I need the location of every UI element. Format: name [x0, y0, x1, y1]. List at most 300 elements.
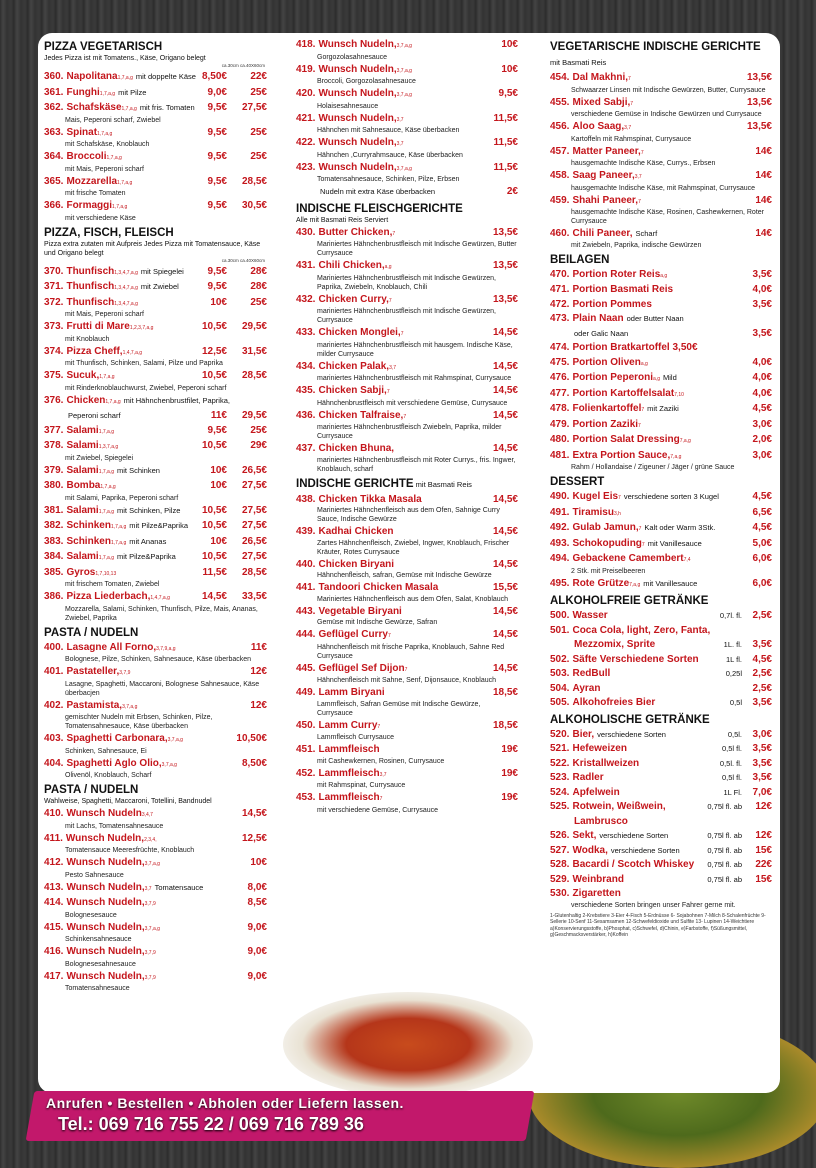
item-note: verschiedene Sorten [597, 729, 666, 739]
item-volume: 0,75l fl. ab [707, 802, 742, 811]
item-number: 458. [550, 170, 570, 181]
item-name: Lasagne All Forno, [66, 641, 157, 653]
allergen-code: 1,7,a,g [121, 106, 137, 112]
item-number: 439. [296, 526, 316, 537]
menu-item-row [296, 629, 518, 643]
price-small: 9,5€ [207, 102, 227, 113]
menu-item [550, 816, 772, 829]
menu-item [550, 313, 772, 326]
menu-item-row [550, 228, 772, 241]
item-number: 528. [550, 859, 570, 870]
item-number: 474. [550, 342, 570, 353]
menu-item [44, 410, 267, 423]
item-note: verschiedene Sorten [610, 845, 680, 855]
item-description: Hähnchenbrustfleisch mit verschiedene Gemüse, Currysauce [317, 399, 508, 407]
item-note: mit fris. Tomaten [139, 103, 195, 112]
menu-item [296, 39, 518, 62]
allergen-code: 3,7 [379, 771, 387, 778]
price-large: 8,0€ [247, 881, 267, 893]
item-price: 3,5€ [752, 639, 772, 650]
menu-item [44, 176, 267, 199]
menu-item [550, 668, 772, 681]
item-note: mit Zaziki [647, 404, 679, 413]
item-price: 22€ [755, 859, 772, 870]
item-price: 9,5€ [498, 88, 518, 99]
menu-item [550, 654, 772, 667]
item-number: 490. [550, 491, 570, 502]
item-name: Portion Bratkartoffel 3,50€ [572, 342, 698, 353]
menu-item [550, 801, 772, 814]
allergen-code: 7,10 [674, 391, 684, 398]
menu-item-row [296, 227, 518, 241]
item-price: 19€ [501, 792, 518, 803]
item-number: 522. [550, 757, 570, 769]
item-name: Spaghetti Carbonara, [66, 733, 168, 744]
item-price: 2€ [506, 186, 518, 197]
section-intro: Jedes Pizza ist mit Tomatens., Käse, Origano belegt [44, 55, 206, 62]
menu-item-row [550, 269, 772, 283]
item-name: Mezzomix, Sprite [574, 639, 656, 650]
menu-item [296, 687, 518, 718]
menu-item [296, 663, 518, 686]
item-description: Hähnchen mit Sahnesauce, Käse überbacken [317, 127, 460, 134]
item-name: Tandoori Chicken Masala [318, 582, 439, 593]
allergen-code: 3,7,a,g [396, 67, 412, 74]
menu-item [296, 361, 518, 384]
item-price: 4,5€ [752, 522, 772, 533]
allergen-code: 1,7,a,g [105, 398, 121, 405]
item-number: 452. [296, 767, 316, 779]
item-name: Kadhai Chicken [318, 526, 394, 537]
allergen-code: 3,7,a,g [122, 703, 138, 710]
menu-item [550, 372, 772, 386]
menu-item-row [44, 465, 267, 479]
section-title: PIZZA VEGETARISCH [44, 41, 163, 53]
menu-section [550, 594, 772, 710]
allergen-code: 7 [387, 633, 391, 639]
item-description: mit Zwiebeln, Paprika, indische Gewürzen [571, 241, 702, 249]
menu-item-row [296, 720, 518, 734]
item-price: 14,5€ [492, 526, 518, 537]
item-note: mit Hähnchenbrustfilet, Paprika, [123, 395, 230, 405]
item-number: 362. [44, 102, 64, 113]
item-name: Wunsch Nudeln, [66, 970, 145, 982]
menu-item-row [550, 72, 772, 86]
menu-item [550, 610, 772, 623]
item-price: 12€ [755, 830, 772, 841]
item-number: 370. [44, 265, 64, 277]
item-price: 14€ [755, 170, 772, 181]
item-name: Weinbrand [572, 873, 624, 885]
menu-item-row [550, 372, 772, 386]
item-number: 492. [550, 522, 570, 533]
menu-item [44, 520, 267, 534]
item-description: mit Lachs, Tomatensahnesauce [65, 822, 164, 830]
item-name: Wunsch Nudeln, [318, 88, 397, 99]
item-number: 422. [296, 137, 316, 148]
allergen-code: 1,7,a,g [117, 179, 133, 186]
item-number: 416. [44, 946, 64, 957]
item-note: mit Pilze&Paprika [129, 521, 189, 530]
item-name: Coca Cola, light, Zero, Fanta, [572, 624, 711, 636]
menu-item-row [550, 816, 772, 829]
price-large: 14,5€ [241, 808, 267, 819]
item-volume: 0,5l. fl. [719, 758, 742, 768]
item-name: Wunsch Nudeln, [66, 946, 145, 957]
item-volume: 0,25l [725, 669, 742, 678]
item-name: Geflügel Curry [318, 629, 388, 640]
item-number: 434. [296, 360, 316, 372]
menu-item [44, 266, 267, 280]
allergen-code: 1,7,a,g [98, 508, 115, 515]
item-description: mit Rinderknoblauchwurst, Zwiebel, Peperoni scharf [65, 384, 227, 392]
price-large: 33,5€ [241, 591, 267, 602]
price-large: 31,5€ [241, 345, 267, 357]
menu-item-row [296, 88, 518, 102]
price-large: 29,5€ [241, 410, 267, 421]
allergen-code: 7 [404, 666, 408, 673]
item-name: Rote Grütze [572, 577, 630, 589]
item-price: 15€ [755, 844, 772, 856]
price-small: 10€ [210, 464, 227, 476]
item-number: 410. [44, 808, 64, 819]
menu-section [550, 713, 772, 910]
menu-item-row [550, 743, 772, 756]
item-number: 365. [44, 175, 64, 187]
allergen-code: 1,4,7,a,g [150, 595, 170, 601]
item-price: 3,5€ [752, 327, 772, 339]
item-name: Chicken Biryani [318, 558, 395, 570]
item-name: Sekt, [572, 830, 597, 841]
price-large: 12€ [250, 666, 267, 677]
menu-item-row [550, 668, 772, 681]
item-price: 3,5€ [752, 697, 772, 708]
price-small: 10,5€ [201, 504, 227, 516]
item-number: 491. [550, 506, 570, 518]
item-number: 421. [296, 112, 316, 124]
item-price: 14,5€ [492, 360, 518, 372]
item-description: mit Knoblauch [65, 335, 110, 343]
item-number: 479. [550, 418, 570, 430]
allergen-code: 3,7 [389, 364, 397, 371]
item-number: 453. [296, 792, 316, 803]
menu-item [44, 808, 267, 831]
item-price: 12€ [755, 801, 772, 812]
menu-section [296, 39, 518, 199]
menu-item-row [550, 830, 772, 843]
allergen-code: 1,7,a,g [110, 524, 127, 530]
item-description: gemischter Nudeln mit Erbsen, Schinken, Pilze, Tomatensahnesauce, Käse überbacken [65, 714, 213, 730]
menu-item [44, 370, 267, 393]
item-description: Tomatensahnesauce, Schinken, Pilze, Erbsen [317, 176, 460, 183]
menu-item [296, 113, 518, 136]
menu-item-row [44, 882, 267, 896]
section-intro: Wahlweise, Spaghetti, Maccaroni, Totellini, Bandnudel [44, 798, 212, 805]
item-number: 423. [296, 161, 316, 173]
allergen-code: 7,4 [683, 557, 691, 563]
item-price: 13,5€ [492, 260, 518, 271]
menu-item [296, 582, 518, 604]
menu-item [296, 768, 518, 791]
item-number: 413. [44, 881, 64, 893]
allergen-code: 7 [641, 407, 645, 413]
price-small: 10,5€ [201, 370, 227, 381]
item-name: Funghi [66, 86, 100, 98]
section-title: PIZZA, FISCH, FLEISCH [44, 226, 174, 239]
item-number: 411. [44, 832, 63, 844]
item-description: mariniertes Hähnchenbrustfleisch mit Roter Currys., fris. Ingwer, Knoblauch, scharf [317, 456, 516, 473]
item-name: Gebackene Camembert [572, 553, 684, 564]
item-name: Extra Portion Sauce, [572, 449, 671, 461]
allergen-code: 7 [403, 413, 407, 420]
item-name: Salami [66, 504, 99, 516]
menu-item-row [44, 922, 267, 936]
item-price: 2,5€ [752, 682, 772, 694]
menu-item-row [44, 536, 267, 550]
item-name: Schafskäse [66, 102, 122, 113]
allergen-code: 7 [377, 723, 381, 730]
item-number: 376. [44, 394, 64, 406]
menu-item-row [550, 121, 772, 135]
item-volume: 0,5l [729, 698, 742, 707]
menu-section [550, 253, 772, 473]
menu-item-row [550, 450, 772, 464]
item-description: Bolognesesahnesauce [65, 960, 136, 968]
item-name: Portion Zaziki [572, 418, 639, 430]
menu-item [550, 97, 772, 120]
item-description: mariniertes Hähnchenbrustfleisch Zwiebeln, Paprika, milder Currysauce [317, 424, 502, 440]
item-volume: 1L Fl. [723, 787, 742, 797]
item-name: Zigaretten [572, 888, 621, 899]
menu-item [44, 321, 267, 344]
menu-item-row [296, 294, 518, 308]
menu-item [550, 403, 772, 417]
price-large: 25€ [250, 126, 267, 138]
allergen-code: 7 [638, 422, 641, 429]
menu-item [296, 162, 518, 185]
price-large: 12,5€ [241, 832, 267, 844]
price-large: 29€ [250, 440, 267, 451]
menu-item-row [44, 87, 267, 101]
item-description: Tomatensahnesauce [65, 985, 130, 992]
allergen-code: 7 [388, 297, 392, 304]
curry-dish-image [283, 992, 533, 1097]
allergen-code: 3,7,a,g [144, 925, 160, 932]
item-name: Frutti di Mare [66, 321, 130, 332]
item-note: mit Zwiebel [140, 282, 179, 291]
allergen-code: 3,7,9 [144, 974, 156, 981]
menu-item-row [44, 700, 267, 714]
menu-item-row [44, 321, 267, 335]
item-name: Sucuk, [66, 370, 100, 381]
menu-item-row [44, 946, 267, 960]
item-number: 459. [550, 194, 570, 206]
menu-item [550, 743, 772, 756]
item-price: 13,5€ [492, 293, 518, 305]
menu-item [296, 260, 518, 292]
menu-section [44, 626, 267, 781]
item-name: Chicken Curry, [318, 293, 389, 305]
menu-item [550, 121, 772, 144]
menu-item [296, 744, 518, 766]
allergen-code: 7,a,g [629, 581, 641, 588]
item-number: 379. [44, 464, 64, 476]
menu-item [296, 88, 518, 111]
item-price: 11,5€ [493, 137, 518, 148]
allergen-code: 7 [400, 331, 404, 337]
item-price: 14,5€ [492, 443, 518, 454]
item-note: oder Galic Naan [574, 328, 629, 338]
item-name: Matter Paneer, [572, 145, 641, 157]
price-large: 27,5€ [241, 520, 267, 531]
menu-section [44, 783, 267, 993]
menu-item [550, 787, 772, 800]
menu-item [44, 346, 267, 369]
item-number: 432. [296, 293, 316, 305]
item-volume: 1L fl. [726, 654, 742, 664]
item-name: Chicken Tikka Masala [318, 493, 422, 505]
menu-item [44, 758, 267, 781]
menu-item [44, 642, 267, 665]
item-description: Bolognesesauce [65, 911, 117, 919]
allergen-code: 1,3,7,a,g [98, 444, 119, 450]
item-volume: 0,75l fl. ab [707, 860, 742, 869]
menu-item-row [296, 606, 518, 619]
section-title: PASTA / NUDELN [44, 784, 139, 796]
menu-item [44, 465, 267, 479]
item-description: Lasagne, Spaghetti, Maccaroni, Bolognese Sahnesauce, Käse überbacjen [65, 680, 260, 697]
item-note: Kalt oder Warm 3Stk. [644, 523, 716, 532]
price-large: 25€ [250, 424, 267, 436]
menu-item-row [44, 642, 267, 656]
item-description: mariniertes Hähnchenbrustfleisch mit Rahmspinat, Currysauce [317, 375, 512, 382]
item-name: Wunsch Nudeln, [318, 137, 397, 148]
item-number: 460. [550, 228, 570, 239]
menu-item [44, 591, 267, 623]
allergen-code: 3,7,a,g [167, 737, 183, 743]
item-name: Thunfisch [66, 296, 115, 308]
item-note: Peperoni scharf [68, 411, 121, 420]
menu-item-row [44, 480, 267, 494]
allergen-code: 1,3,4,7,a,g [114, 285, 138, 291]
menu-item [296, 385, 518, 408]
price-large: 9,0€ [247, 946, 267, 957]
allergen-code: 7 [392, 230, 396, 237]
item-number: 383. [44, 535, 64, 547]
item-name: Chicken Monglei, [318, 327, 401, 338]
item-number: 451. [296, 744, 316, 755]
menu-section [296, 202, 518, 474]
menu-item [550, 342, 772, 355]
item-number: 495. [550, 577, 570, 589]
menu-item [550, 507, 772, 521]
item-name: Wunsch Nudeln, [66, 881, 145, 893]
phone-numbers[interactable]: Tel.: 069 716 755 22 / 069 716 789 36 [58, 1114, 364, 1134]
item-description: Gemüse mit Indische Gewürze, Safran [317, 619, 438, 626]
item-volume: 0,5l. [727, 729, 742, 739]
price-large: 29,5€ [241, 321, 267, 332]
menu-item [550, 299, 772, 312]
allergen-code: 1,7,a,g [98, 555, 115, 561]
item-description: verschiedene Sorten bringen unser Fahrer gerne mit. [571, 901, 736, 909]
item-note: mit Schinken, Pilze [117, 505, 181, 515]
price-small: 10,5€ [201, 551, 227, 562]
menu-item-row [296, 443, 518, 456]
menu-item-row [550, 522, 772, 536]
item-description: Hähnchenfleisch mit frische Paprika, Knoblauch, Sahne Red Currysauce [317, 643, 505, 660]
item-volume: 0,75l fl. ab [707, 845, 742, 855]
menu-section [44, 40, 267, 223]
item-price: 14,5€ [492, 409, 518, 421]
item-description: mit Mais, Peperoni scharf [65, 165, 144, 173]
item-name: Wunsch Nudeln, [318, 63, 397, 75]
menu-item [44, 440, 267, 463]
menu-item [296, 186, 518, 199]
allergen-code: 7 [638, 526, 642, 532]
allergen-code: 3,7,a,g [396, 92, 412, 98]
item-note: mit Vanillesauce [643, 578, 698, 588]
item-description: Rahm / Hollandaise / Zigeuner / Jäger / grüne Sauce [571, 464, 735, 471]
menu-item-row [44, 151, 267, 165]
order-slogan: Anrufen • Bestellen • Abholen oder Liefern lassen. [46, 1095, 404, 1111]
item-description: mit Mais, Peperoni scharf [65, 311, 144, 318]
item-name: Portion Basmati Reis [572, 284, 674, 295]
item-number: 520. [550, 728, 570, 740]
menu-item [550, 578, 772, 592]
menu-item [44, 857, 267, 880]
allergen-code: 1,7,a,g [98, 428, 115, 435]
section-title-note: mit Basmati Reis [413, 479, 472, 489]
menu-item-row [44, 346, 267, 360]
section-intro: Pizza extra zutaten mit Aufpreis Jedes Pizza mit Tomatensauce, Käse und Origano belegt [44, 240, 261, 257]
price-small: 10,5€ [201, 440, 227, 451]
section-title: PASTA / NUDELN [44, 626, 139, 639]
menu-item-row [550, 170, 772, 184]
item-description: verschiedene Gemüse in Indische Gewürzen und Currysauce [571, 111, 762, 118]
item-description: mit frischem Tomaten, Zwiebel [65, 581, 160, 588]
size-header: ca.30cm ca.40X60cm [221, 63, 265, 68]
menu-item-row [44, 425, 267, 439]
allergen-code: a,g [640, 360, 648, 367]
item-note: mit Spiegelei [140, 266, 184, 276]
price-large: 26,5€ [241, 464, 267, 476]
price-small: 9,5€ [207, 126, 227, 138]
menu-item [296, 294, 518, 326]
allergen-code: a,g [384, 264, 392, 270]
menu-item-row [550, 729, 772, 742]
item-name: Schinken [66, 535, 111, 547]
menu-item-row [44, 666, 267, 680]
item-name: Chicken Bhuna, [318, 443, 395, 454]
item-price: 19€ [501, 744, 518, 755]
price-small: 10€ [210, 296, 227, 308]
menu-item [296, 137, 518, 160]
allergen-footnote: 1-Glutenhaltig 2-Krebstiere 3-Eier 4-Fisch 5-Erdnüsse 6- Sojabohnen 7-Milch 8-Schalenfrüchte 9-Sellerie 10-Senf 11-Sesamsamen 12-Schwefeldioxide und Sulfite 13- Lupinen 14-Weichtiere a)Konservierungsstoffe, b)Phosphat, c)Schwefel, d)Chinin, e)Farbstoffe, f)Süßungsmittel, g)Geschmacksverstärker, h)Koffein [550, 912, 766, 938]
menu-item [44, 567, 267, 590]
item-price: 14,5€ [492, 385, 518, 396]
item-description: Broccoli, Gorgozolasahnesauce [317, 78, 416, 85]
item-description: Hähnchenfleisch mit Sahne, Senf, Dijonsauce, Knoblauch [317, 677, 496, 684]
price-large: 10€ [250, 857, 267, 868]
menu-item-row [550, 538, 772, 552]
item-name: Wodka, [572, 844, 608, 856]
price-small: 9,0€ [207, 86, 227, 98]
menu-item [550, 697, 772, 710]
item-number: 404. [44, 757, 64, 769]
item-number: 444. [296, 629, 316, 640]
item-number: 454. [550, 72, 570, 83]
item-number: 386. [44, 591, 64, 602]
